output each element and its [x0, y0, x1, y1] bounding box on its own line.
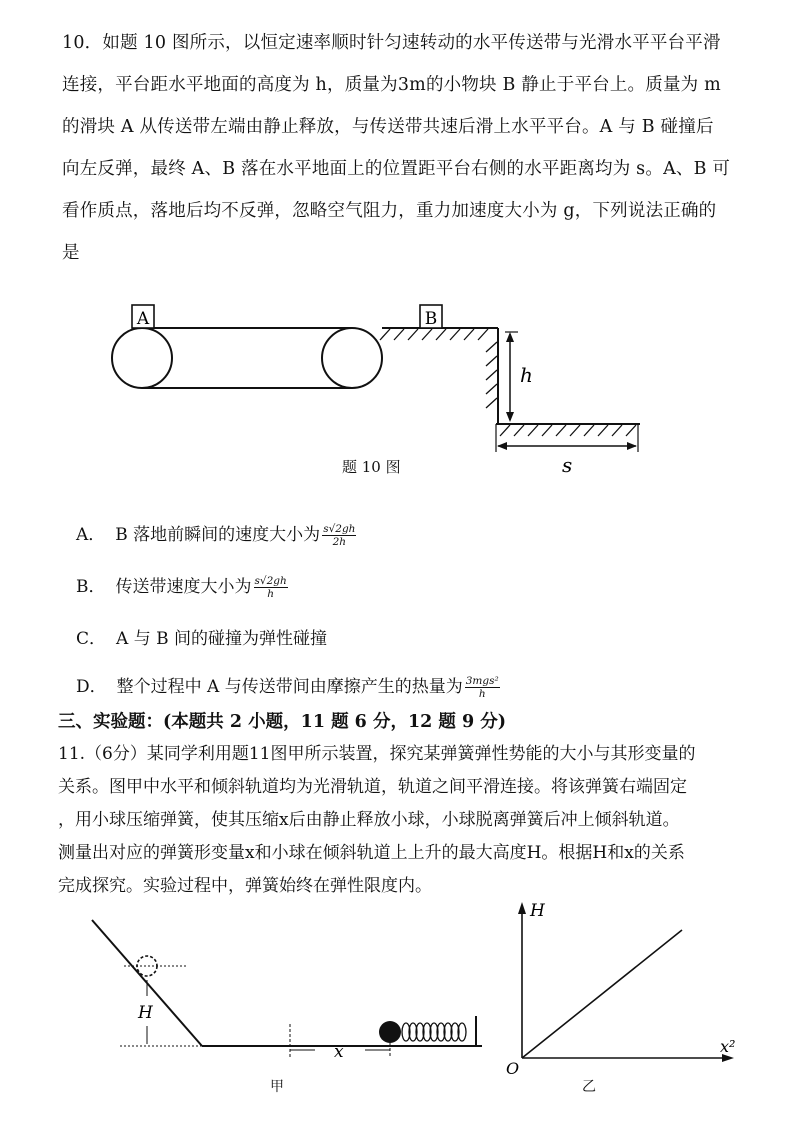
distance-label: s	[562, 453, 573, 477]
q10-line: 向左反弹，最终 A、B 落在水平地面上的位置距平台右侧的水平距离均为 s。A、B 可	[62, 159, 731, 179]
figure-11-yi-caption: 乙	[582, 1079, 596, 1095]
option-d-formula: $\frac{\text{3mgs²}}{h}$	[465, 675, 499, 700]
q11-line: 测量出对应的弹簧形变量x和小球在倾斜轨道上上升的最大高度H。根据H和x的关系	[58, 843, 685, 863]
conveyor-belt	[112, 328, 382, 388]
ground	[496, 424, 640, 436]
figure-11-jia-caption: 甲	[270, 1079, 284, 1095]
height-H-label: H	[138, 1003, 153, 1023]
option-a-formula: $\frac{s√2gh}{2h}$	[323, 523, 356, 548]
option-b-letter: B．	[76, 577, 106, 597]
option-d	[76, 672, 500, 700]
q10-line: 是	[62, 243, 80, 263]
right-roller	[322, 328, 382, 388]
question-11-stem	[58, 738, 758, 903]
option-c	[76, 624, 327, 649]
q11-line: 完成探究。实验过程中，弹簧始终在弹性限度内。	[58, 876, 432, 896]
x-axis-label: x²	[720, 1037, 736, 1056]
height-marker	[505, 332, 533, 422]
q10-line: 看作质点，落地后均不反弹，忽略空气阻力，重力加速度大小为 g，下列说法正确的	[62, 201, 717, 221]
option-b-formula: $\frac{s√2gh}{h}$	[254, 575, 287, 600]
figure-10-caption: 题 10 图	[342, 458, 401, 476]
option-b	[76, 572, 288, 600]
compression-x-label: x	[334, 1042, 344, 1062]
option-d-text: 整个过程中 A 与传送带间由摩擦产生的热量为	[116, 677, 463, 697]
left-roller	[112, 328, 172, 388]
option-c-letter: C．	[76, 629, 107, 649]
figure-11-jia-diagram	[80, 910, 500, 1070]
spring	[402, 1023, 466, 1041]
q10-line: 10．如题 10 图所示，以恒定速率顺时针匀速转动的水平传送带与光滑水平平台平滑	[62, 33, 721, 53]
option-d-letter: D．	[76, 677, 107, 697]
option-a	[76, 520, 356, 548]
h-vs-x2-line	[522, 930, 682, 1058]
block-a	[132, 305, 154, 329]
block-b	[420, 305, 442, 329]
q11-line: ，用小球压缩弹簧，使其压缩x后由静止释放小球，小球脱离弹簧后冲上倾斜轨道。	[58, 810, 680, 830]
block-a-label: A	[136, 309, 150, 329]
option-b-text: 传送带速度大小为	[115, 577, 252, 597]
question-10-stem	[62, 22, 752, 274]
height-label: h	[520, 363, 533, 387]
y-axis-label: H	[530, 901, 545, 921]
option-a-text: B 落地前瞬间的速度大小为	[115, 525, 321, 545]
platform	[380, 328, 498, 424]
q10-line: 连接，平台距水平地面的高度为 h，质量为3m的小物块 B 静止于平台上。质量为 m	[62, 75, 721, 95]
q10-line: 的滑块 A 从传送带左端由静止释放，与传送带共速后滑上水平平台。A 与 B 碰撞后	[62, 117, 714, 137]
option-a-letter: A．	[76, 525, 106, 545]
option-c-text: A 与 B 间的碰撞为弹性碰撞	[116, 629, 327, 649]
figure-11-yi-graph	[500, 896, 780, 1086]
block-b-label: B	[424, 309, 438, 329]
q11-line: 关系。图甲中水平和倾斜轨道均为光滑轨道，轨道之间平滑连接。将该弹簧右端固定	[58, 777, 687, 797]
ball	[379, 1021, 401, 1043]
origin-label: O	[506, 1059, 520, 1078]
section-3-heading: 三、实验题：(本题共 2 小题，11 题 6 分，12 题 9 分)	[58, 712, 507, 732]
q11-line: 11.（6分）某同学利用题11图甲所示装置，探究某弹簧弹性势能的大小与其形变量的	[58, 744, 696, 764]
